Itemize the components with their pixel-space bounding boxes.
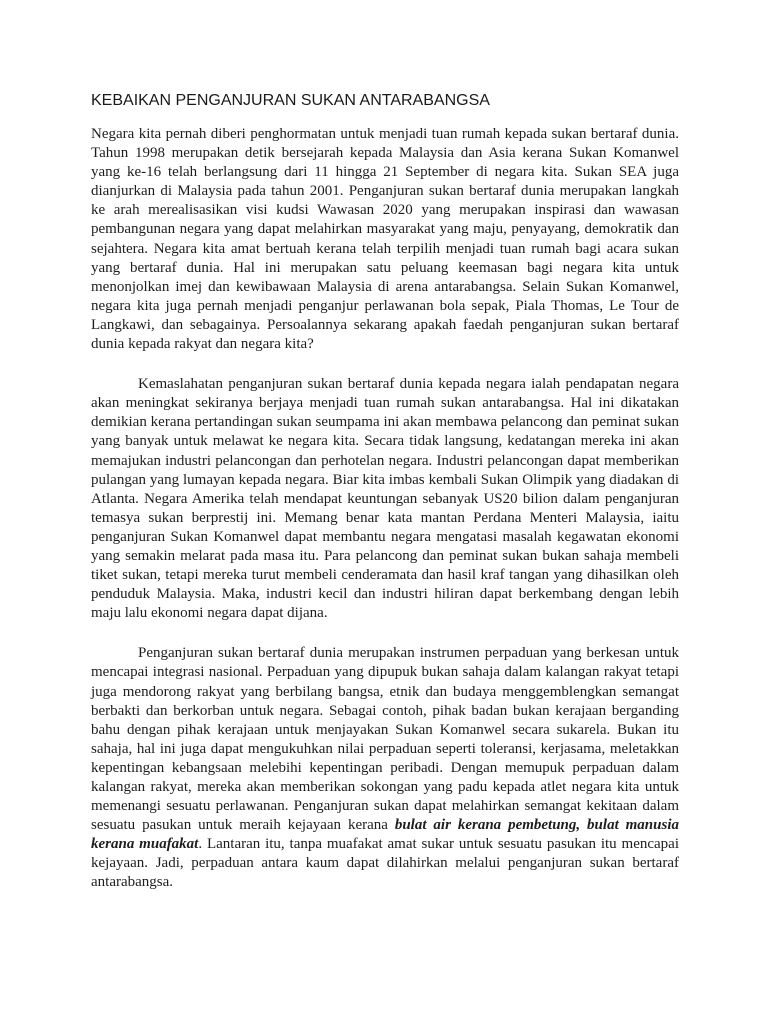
paragraph-unity-text-start: Penganjuran sukan bertaraf dunia merupakan instrumen perpaduan yang berkesan untuk mencapai integrasi nasional. Perpaduan yang dipupuk bukan sahaja dalam kalangan rakyat tetapi juga mendorong rakyat yang berbilang bangsa, etnik dan budaya menggemblengkan semangat berbakti dan berkorban untuk negara. Sebagai contoh, pihak badan bukan kerajaan berganding bahu dengan pihak kerajaan untuk menjayakan Sukan Komanwel secara sukarela. Bukan itu sahaja, hal ini juga dapat mengukuhkan nilai perpaduan seperti toleransi, kerjasama, meletakkan kepentingan kebangsaan melebihi kepentingan peribadi. Dengan memupuk perpaduan dalam kalangan rakyat, mereka akan memberikan sokongan yang padu kepada atlet negara kita untuk memenangi sesuatu perlawanan. Penganjuran sukan dapat melahirkan semangat kekitaan dalam sesuatu pasukan untuk meraih kejayaan kerana bbox=[91, 645, 679, 834]
paragraph-economic-benefit: Kemaslahatan penganjuran sukan bertaraf dunia kepada negara ialah pendapatan negara akan meningkat sekiranya berjaya menjadi tuan rumah sukan antarabangsa. Hal ini dikatakan demikian kerana pertandingan sukan seumpama ini akan membawa pelancong dan peminat sukan yang banyak untuk melawat ke negara kita. Secara tidak langsung, kedatangan mereka ini akan memajukan industri pelancongan dan perhotelan negara. Industri pelancongan dapat memberikan pulangan yang lumayan kepada negara. Biar kita imbas kembali Sukan Olimpik yang diadakan di Atlanta. Negara Amerika telah mendapat keuntungan sebanyak US20 bilion dalam penganjuran temasya sukan berprestij ini. Memang benar kata mantan Perdana Menteri Malaysia, iaitu penganjuran Sukan Komanwel dapat membantu negara mengatasi masalah kegawatan ekonomi yang semakin melarat pada masa itu. Para pelancong dan peminat sukan bukan sahaja membeli tiket sukan, tetapi mereka turut membeli cenderamata dan hasil kraf tangan yang dihasilkan oleh penduduk Malaysia. Maka, industri kecil dan industri hiliran dapat berkembang dengan lebih maju lalu ekonomi negara dapat dijana. bbox=[91, 376, 679, 622]
proverb-emphasis: bulat air kerana pembetung, bulat manusia kerana muafakat bbox=[91, 817, 679, 853]
paragraph-national-unity bbox=[91, 644, 679, 892]
document-body bbox=[91, 125, 679, 914]
document-title: KEBAIKAN PENGANJURAN SUKAN ANTARABANGSA bbox=[91, 92, 490, 109]
paragraph-introduction: Negara kita pernah diberi penghormatan untuk menjadi tuan rumah kepada sukan bertaraf dunia. Tahun 1998 merupakan detik bersejarah kepada Malaysia dan Asia kerana Sukan Komanwel yang ke-16 telah berlangsung dari 11 hingga 21 September di negara kita. Sukan SEA juga dianjurkan di Malaysia pada tahun 2001. Penganjuran sukan bertaraf dunia merupakan langkah ke arah merealisasikan visi kudsi Wawasan 2020 yang merupakan inspirasi dan wawasan pembangunan negara yang dapat melahirkan masyarakat yang maju, penyayang, demokratik dan sejahtera. Negara kita amat bertuah kerana telah terpilih menjadi tuan rumah bagi acara sukan yang bertaraf dunia. Hal ini merupakan satu peluang keemasan bagi negara kita untuk menonjolkan imej dan kewibawaan Malaysia di arena antarabangsa. Selain Sukan Komanwel, negara kita juga pernah menjadi penganjur perlawanan bola sepak, Piala Thomas, Le Tour de Langkawi, dan sebagainya. Persoalannya sekarang apakah faedah penganjuran sukan bertaraf dunia kepada rakyat dan negara kita? bbox=[91, 126, 679, 353]
paragraph-unity-text-end: . Lantaran itu, tanpa muafakat amat sukar untuk sesuatu pasukan itu mencapai kejayaan. Jadi, perpaduan antara kaum dapat dilahirkan melalui penganjuran sukan bertaraf antarabangsa. bbox=[91, 836, 679, 891]
